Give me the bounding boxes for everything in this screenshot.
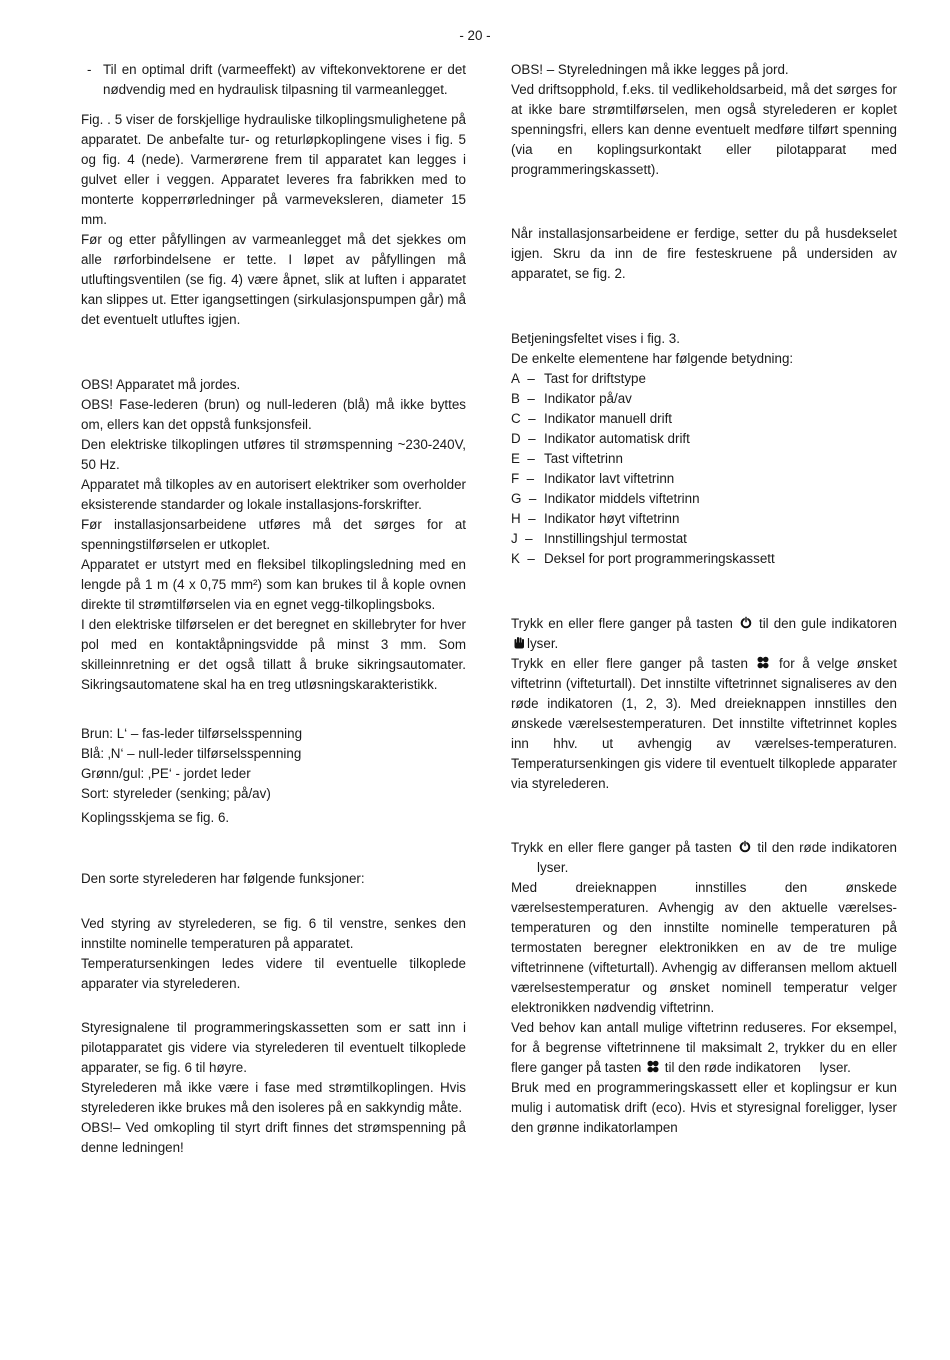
fan-icon bbox=[757, 656, 769, 669]
paragraph-electrician: Apparatet må tilkoples av en autorisert elektriker som overholder eksisterende standarder og lokale installasjons-forskrifter. bbox=[81, 477, 466, 512]
page-number: - 20 - bbox=[459, 28, 491, 43]
legend-text: Indikator på/av bbox=[544, 391, 632, 406]
obs-phase: OBS! Fase-lederen (brun) og null-lederen (blå) må ikke byttes om, ellers kan det oppstå funksjonsfeil. bbox=[81, 397, 466, 432]
paragraph-obs-voltage: OBS!– Ved omkopling til styrt drift finnes det strømspenning på denne ledningen! bbox=[81, 1120, 466, 1155]
legend-text: Indikator middels viftetrinn bbox=[544, 491, 700, 506]
legend-list bbox=[511, 369, 897, 569]
legend-key: B – bbox=[511, 391, 535, 406]
obs-earth: OBS! Apparatet må jordes. bbox=[81, 377, 241, 392]
paragraph-maintenance: Ved driftsopphold, f.eks. til vedlikeholdsarbeid, må det sørges for at ikke bare strømtilførselen, men også styrelederen er koplet spenningsfri, ellers kan denne eventuelt medføre tilført spenning (via en koplingsurkontakt eller pilotapparat med programmeringskassett). bbox=[511, 82, 897, 177]
legend-text: Deksel for port programmeringskassett bbox=[544, 551, 775, 566]
paragraph-auto-1: Trykk en eller flere ganger på tasten til den røde indikatoren lyser. bbox=[511, 840, 897, 875]
list-item bbox=[511, 449, 897, 469]
legend-text: Tast for driftstype bbox=[544, 371, 646, 386]
obs-ground: OBS! – Styreledningen må ikke legges på jord. bbox=[511, 62, 789, 77]
paragraph-signals: Styresignalene til programmeringskassetten som er satt inn i pilotapparatet gis videre via styrelederen til eventuelt tilkoplede apparater, se fig. 6 til høyre. bbox=[81, 1020, 466, 1075]
list-item bbox=[511, 389, 897, 409]
paragraph-voltage: Den elektriske tilkoplingen utføres til strømspenning ~230-240V, 50 Hz. bbox=[81, 437, 466, 472]
paragraph-phase-control: Styrelederen må ikke være i fase med strømtilkoplingen. Hvis styrelederen ikke brukes må den isoleres på en sakkyndig måte. bbox=[81, 1080, 466, 1115]
legend-key: G – bbox=[511, 491, 537, 506]
paragraph-fig5: Fig. . 5 viser de forskjellige hydrauliske tilkoplingsmulighetene på apparatet. De anbefalte tur- og returløpkoplingene vises i fig. 5 og fig. 4 (nede). Varmerørene frem til apparatet kan legges i gulvet eller i veggen. Apparatet leveres fra fabrikken med to monterte kopperrørledninger på varmeveksleren, diameter 15 mm. bbox=[81, 112, 466, 227]
panel-meaning: De enkelte elementene har følgende betydning: bbox=[511, 351, 794, 366]
paragraph-manual-2: Trykk en eller flere ganger på tasten for å velge ønsket viftetrinn (vifteturtall). Det innstilte viftetrinnet signaliseres av den røde indikatoren (1, 2, 3). Med dreieknappen innstilles den ønskede værelsestemperaturen. Det innstilte viftetrinnet koples inn hhv. ut avhengig av værelses-temperaturen. Temperatursenkingen gis videre til eventuelt tilkoplede apparater via styrelederen. bbox=[511, 656, 897, 791]
paragraph-cover: Når installasjonsarbeidene er ferdige, setter du på husdekselet igjen. Skru da inn de fire festeskruene på undersiden av apparatet, se fig. 2. bbox=[511, 226, 897, 281]
legend-key: D – bbox=[511, 431, 536, 446]
paragraph-auto-3: Ved behov kan antall mulige viftetrinn reduseres. For eksempel, for å begrense viftetrinnene til maksimalt 2, trykker du en eller flere ganger på tasten til den røde indikatoren lyser. bbox=[511, 1020, 897, 1075]
list-item bbox=[511, 529, 897, 549]
paragraph-auto-2: Med dreieknappen innstilles den ønskede værelsestemperaturen. Avhengig av den aktuelle værelses-temperaturen og den innstilte nominelle temperaturen på termostaten beregner elektronikken en av de tre mulige viftetrinnene (vifteturtall). Avhengig av differansen mellom aktuell værelsestemperatur og ønsket nominell temperatur velger elektronikken nødvendig viftetrinn. bbox=[511, 880, 897, 1015]
paragraph-fill: Før og etter påfyllingen av varmeanlegget må det sjekkes om alle rørforbindelsene er tette. I løpet av påfyllingen må utluftingsventilen (se fig. 4) være åpnet, slik at luften i apparatet kan slippes ut. Etter igangsettingen (sirkulasjonspumpen går) må det eventuelt utluftes igjen. bbox=[81, 232, 466, 327]
list-item bbox=[511, 409, 897, 429]
wire-blue: Blå: ‚N‘ – null-leder tilførselsspenning bbox=[81, 746, 302, 761]
left-column bbox=[81, 60, 466, 1158]
list-item bbox=[511, 489, 897, 509]
legend-text: Indikator høyt viftetrinn bbox=[544, 511, 680, 526]
legend-key: J – bbox=[511, 531, 533, 546]
paragraph-isolator: I den elektriske tilførselen er det beregnet en skillebryter for hver pol med en kontaktåpningsvidde på minst 3 mm. Som skilleinnretning er det også tillatt å bruke sikringsautomater. Sikringsautomatene skal ha en treg utløsningskarakteristikk. bbox=[81, 617, 466, 692]
power-icon bbox=[739, 840, 751, 853]
power-icon bbox=[740, 616, 752, 629]
list-item bbox=[511, 429, 897, 449]
bullet-text: Til en optimal drift (varmeeffekt) av viftekonvektorene er det nødvendig med en hydraulisk tilpasning til varmeanlegget. bbox=[103, 62, 466, 97]
legend-text: Tast viftetrinn bbox=[544, 451, 623, 466]
list-item bbox=[511, 469, 897, 489]
panel-intro: Betjeningsfeltet vises i fig. 3. bbox=[511, 331, 680, 346]
paragraph-control: Ved styring av styrelederen, se fig. 6 til venstre, senkes den innstilte nominelle temperaturen på apparatet. bbox=[81, 916, 466, 951]
legend-text: Indikator lavt viftetrinn bbox=[544, 471, 675, 486]
legend-key: C – bbox=[511, 411, 536, 426]
legend-text: Indikator manuell drift bbox=[544, 411, 673, 426]
paragraph-black-intro: Den sorte styrelederen har følgende funksjoner: bbox=[81, 871, 365, 886]
right-column bbox=[511, 60, 897, 1138]
legend-key: H – bbox=[511, 511, 536, 526]
list-item bbox=[511, 549, 897, 569]
wire-green: Grønn/gul: ‚PE‘ - jordet leder bbox=[81, 766, 251, 781]
legend-key: E – bbox=[511, 451, 535, 466]
paragraph-manual-1: Trykk en eller flere ganger på tasten til den gule indikatoren lyser. bbox=[511, 616, 897, 651]
wire-black: Sort: styreleder (senking; på/av) bbox=[81, 786, 271, 801]
list-item bbox=[511, 369, 897, 389]
legend-key: A – bbox=[511, 371, 535, 386]
paragraph-auto-4: Bruk med en programmeringskassett eller et koplingsur er kun mulig i automatisk drift (eco). Hvis et styresignal foreligger, lyser den grønne indikatorlampen bbox=[511, 1080, 897, 1135]
fan-icon bbox=[647, 1060, 659, 1073]
wire-brown: Brun: L‘ – fas-leder tilførselsspenning bbox=[81, 726, 303, 741]
legend-text: Indikator automatisk drift bbox=[544, 431, 690, 446]
legend-key: K – bbox=[511, 551, 535, 566]
hand-icon bbox=[513, 636, 525, 649]
paragraph-before-install: Før installasjonsarbeidene utføres må det sørges for at spenningstilførselen er utkoplet. bbox=[81, 517, 466, 552]
bullet-dash: - bbox=[87, 62, 92, 77]
legend-key: F – bbox=[511, 471, 535, 486]
bullet-hydraulic bbox=[81, 60, 466, 100]
paragraph-lowering: Temperatursenkingen ledes videre til eventuelle tilkoplede apparater via styrelederen. bbox=[81, 956, 466, 991]
legend-text: Innstillingshjul termostat bbox=[544, 531, 687, 546]
paragraph-cable: Apparatet er utstyrt med en fleksibel tilkoplingsledning med en lengde på 1 m (4 x 0,75 mm²) som kan brukes til å kople ovnen direkte til strømtilførselen via en egnet vegg-tilkoplingsboks. bbox=[81, 557, 466, 612]
wire-scheme: Koplingsskjema se fig. 6. bbox=[81, 810, 230, 825]
list-item bbox=[511, 509, 897, 529]
